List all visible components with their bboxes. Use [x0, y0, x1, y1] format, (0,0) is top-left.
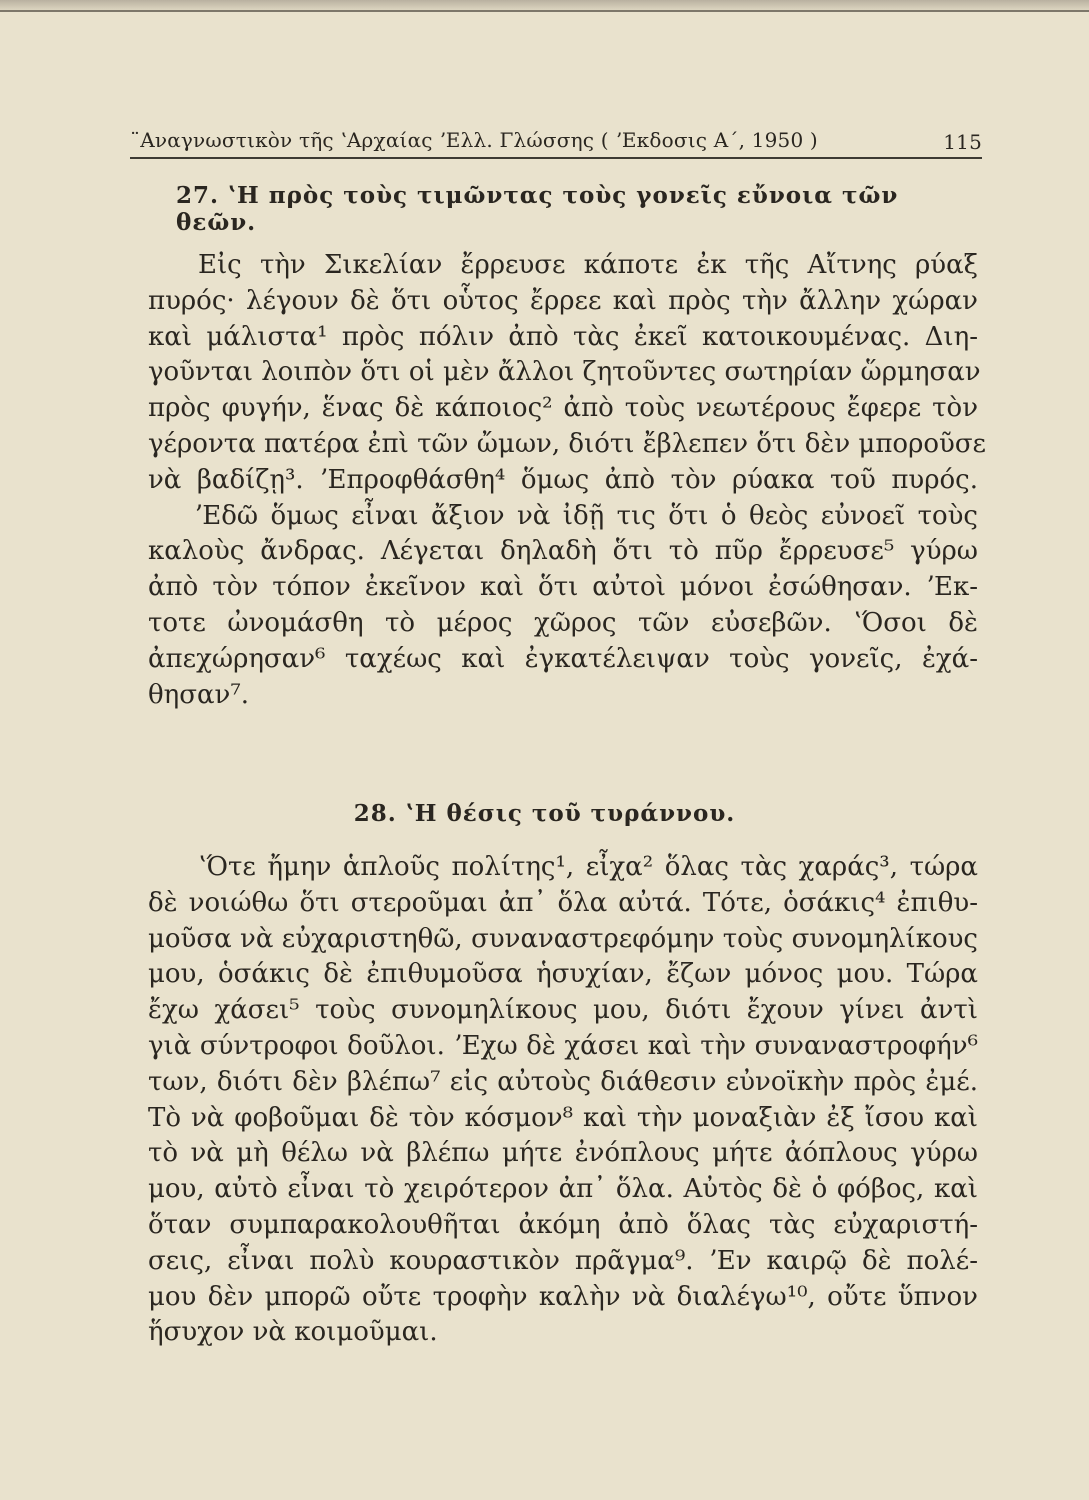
text-line: καλοὺς ἄνδρας. Λέγεται δηλαδὴ ὅτι τὸ πῦρ ἔρρευσε⁵ γύρω: [148, 536, 978, 567]
text-line: ἔχω χάσει⁵ τοὺς συνομηλίκους μου, διότι ἔχουν γίνει ἀντὶ: [148, 995, 978, 1026]
text-line: πρὸς φυγήν, ἕνας δὲ κάποιος² ἀπὸ τοὺς νεωτέρους ἔφερε τὸν: [148, 393, 978, 424]
text-line: πυρός· λέγουν δὲ ὅτι οὗτος ἔρρεε καὶ πρὸς τὴν ἄλλην χώραν: [148, 285, 978, 316]
text-line: γοῦνται λοιπὸν ὅτι οἱ μὲν ἄλλοι ζητοῦντες σωτηρίαν ὥρμησαν: [148, 357, 981, 388]
text-line: μοῦσα νὰ εὐχαριστηθῶ, συναναστρεφόμην τοὺς συνομηλίκους: [148, 923, 978, 954]
running-header-title: ¨Αναγνωστικὸν τῆς ʽΑρχαίας ʼΕλλ. Γλώσσης ( ʼΕκδοσις Α΄, 1950 ): [130, 128, 818, 152]
section-27-heading: 27. ʽΗ πρὸς τοὺς τιμῶντας τοὺς γονεῖς εὔνοια τῶν θεῶν.: [176, 182, 899, 236]
text-line: τὸ νὰ μὴ θέλω νὰ βλέπω μήτε ἐνόπλους μήτε ἀόπλους γύρω: [148, 1138, 978, 1169]
text-line: μου, αὐτὸ εἶναι τὸ χειρότερον ἀπ᾽ ὅλα. Αὐτὸς δὲ ὁ φόβος, καὶ: [148, 1174, 978, 1205]
text-line: δὲ νοιώθω ὅτι στεροῦμαι ἀπ᾽ ὅλα αὐτά. Τότε, ὁσάκις⁴ ἐπιθυ-: [148, 887, 978, 918]
text-line: καὶ μάλιστα¹ πρὸς πόλιν ἀπὸ τὰς ἐκεῖ κατοικουμένας. Διη-: [148, 321, 978, 352]
section-28-text: [148, 850, 978, 1351]
text-line: ὅταν συμπαρακολουθῆται ἀκόμη ἀπὸ ὅλας τὰς εὐχαριστή-: [148, 1209, 978, 1240]
text-line: γέροντα πατέρα ἐπὶ τῶν ὤμων, διότι ἔβλεπεν ὅτι δὲν μποροῦσε: [148, 428, 987, 459]
text-line: ʼΕδῶ ὅμως εἶναι ἄξιον νὰ ἰδῇ τις ὅτι ὁ θεὸς εὐνοεῖ τοὺς: [194, 500, 978, 531]
text-line: μου δὲν μπορῶ οὔτε τροφὴν καλὴν νὰ διαλέγω¹⁰, οὔτε ὕπνον: [148, 1281, 978, 1312]
text-line: θησαν⁷.: [148, 679, 250, 710]
text-line: μου, ὁσάκις δὲ ἐπιθυμοῦσα ἡσυχίαν, ἔζων μόνος μου. Τώρα: [148, 959, 978, 990]
text-line: των, διότι δὲν βλέπω⁷ εἰς αὐτοὺς διάθεσιν εὐνοϊκὴν πρὸς ἐμέ.: [148, 1066, 978, 1097]
section-28-heading: 28. ʽΗ θέσις τοῦ τυράννου.: [353, 800, 736, 827]
page-number: 115: [943, 130, 982, 154]
text-line: Τὸ νὰ φοβοῦμαι δὲ τὸν κόσμον⁸ καὶ τὴν μοναξιὰν ἐξ ἴσου καὶ: [148, 1102, 978, 1133]
text-line: Εἰς τὴν Σικελίαν ἔρρευσε κάποτε ἐκ τῆς Αἴτνης ρύαξ: [198, 250, 978, 280]
text-line: ἀπεχώρησαν⁶ ταχέως καὶ ἐγκατέλειψαν τοὺς γονεῖς, ἐχά-: [148, 643, 978, 674]
text-line: νὰ βαδίζῃ³. ʼΕπροφθάσθη⁴ ὅμως ἀπὸ τὸν ρύακα τοῦ πυρός.: [148, 464, 978, 495]
text-line: ἀπὸ τὸν τόπον ἐκεῖνον καὶ ὅτι αὐτοὶ μόνοι ἐσώθησαν. ʼΕκ-: [148, 572, 978, 603]
header-rule: [130, 157, 982, 159]
text-line: ʽΌτε ἤμην ἁπλοῦς πολίτης¹, εἶχα² ὅλας τὰς χαράς³, τώρα: [198, 852, 978, 882]
text-line: τοτε ὠνομάσθη τὸ μέρος χῶρος τῶν εὐσεβῶν. ʽΌσοι δὲ: [148, 607, 978, 638]
text-line: σεις, εἶναι πολὺ κουραστικὸν πρᾶγμα⁹. ʼΕν καιρῷ δὲ πολέ-: [148, 1245, 978, 1276]
text-line: γιὰ σύντροφοι δοῦλοι. ʼΕχω δὲ χάσει καὶ τὴν συναναστροφήν⁶: [148, 1030, 978, 1061]
text-line: ἥσυχον νὰ κοιμοῦμαι.: [148, 1317, 438, 1348]
section-27-text: [148, 248, 987, 713]
page-top-edge-line: [0, 10, 1089, 12]
